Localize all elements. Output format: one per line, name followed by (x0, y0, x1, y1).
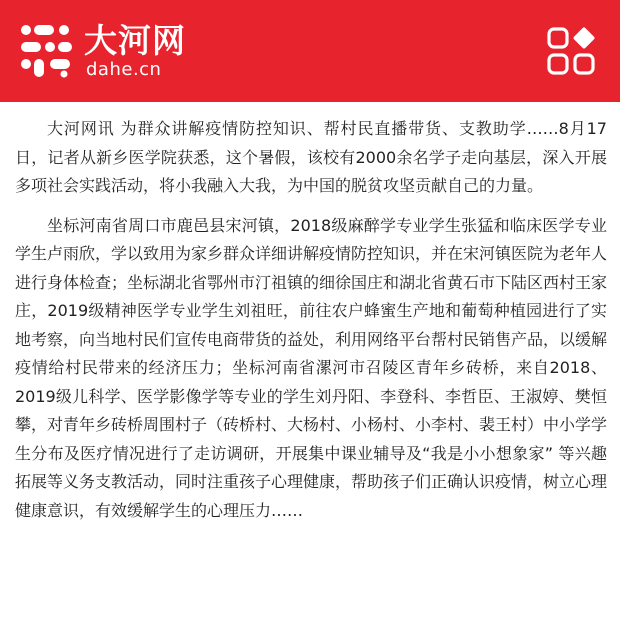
article-paragraph-1: 大河网讯 为群众讲解疫情防控知识、帮村民直播带货、支教助学……8月17日，记者从新乡医学院获悉，这个暑假，该校有2000余名学子走向基层，深入开展多项社会实践活动，将小我融入大我，为中国的脱贫攻坚贡献自己的力量。 (15, 119, 607, 195)
grid-menu-icon[interactable] (546, 26, 596, 76)
logo-title: 大河网 (84, 21, 186, 60)
logo-domain: dahe.cn (86, 59, 162, 80)
site-logo[interactable] (84, 22, 186, 80)
article-paragraph-2: 坐标河南省周口市鹿邑县宋河镇，2018级麻醉学专业学生张猛和临床医学专业学生卢雨欣，学以致用为家乡群众详细讲解疫情防控知识，并在宋河镇医院为老年人进行身体检查；坐标湖北省鄂州市汀祖镇的细徐国庄和湖北省黄石市下陆区西村王家庄，2019级精神医学专业学生刘祖旺，前往农户蜂蜜生产地和葡萄种植园进行了实地考察，向当地村民们宣传电商带货的益处，利用网络平台帮村民销售产品，以缓解疫情给村民带来的经济压力；坐标河南省漯河市召陵区青年乡砖桥，来自2018、2019级儿科学、医学影像学等专业的学生刘丹阳、李登科、李哲臣、王淑婷、樊恒攀，对青年乡砖桥周围村子（砖桥村、大杨村、小杨村、小李村、裴王村）中小学学生分布及医疗情况进行了走访调研，开展集中课业辅导及“我是小小想象家” 等兴趣拓展等义务支教活动，同时注重孩子心理健康，帮助孩子们正确认识疫情，树立心理健康意识，有效缓解学生的心理压力…… (15, 215, 608, 520)
article-body (15, 115, 607, 536)
site-header (0, 0, 620, 102)
dahe-logo-icon[interactable] (20, 24, 74, 78)
